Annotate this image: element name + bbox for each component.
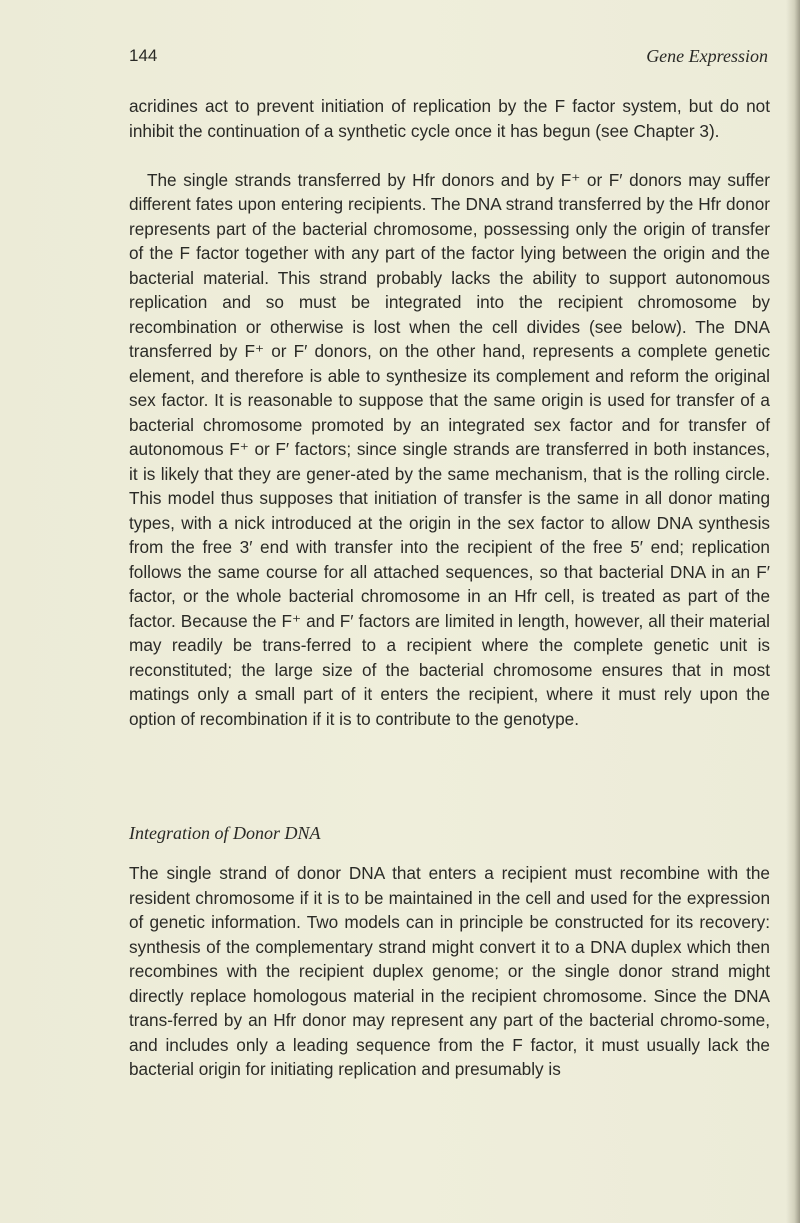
paragraph: The single strand of donor DNA that enters a recipient must recombine with the resident chromosome if it is to be maintained in the cell and used for the expression of genetic information. Two models can in principle be constructed for its recovery: synthesis of the complementary strand might convert it to a DNA duplex which then recombines with the recipient duplex genome; or the single donor strand might directly replace homologous material in the recipient chromosome. Since the DNA trans-ferred by an Hfr donor may represent any part of the bacterial chromo-some, and includes only a leading sequence from the F factor, it must usually lack the bacterial origin for initiating replication and presumably is xyxy=(129,863,770,1079)
running-head: Gene Expression xyxy=(646,46,768,66)
page-header xyxy=(129,46,768,72)
page-edge-shadow xyxy=(786,0,800,1223)
section-heading: Integration of Donor DNA xyxy=(129,823,321,843)
paragraph: acridines act to prevent initiation of replication by the F factor system, but do not inhibit the continuation of a synthetic cycle once it has begun (see Chapter 3). xyxy=(129,96,770,141)
page-number: 144 xyxy=(129,46,158,65)
paragraph: The single strands transferred by Hfr donors and by F⁺ or F′ donors may suffer different fates upon entering recipients. The DNA strand transferred by the Hfr donor represents part of the bacterial chromosome, possessing only the origin of transfer of the F factor together with any part of the factor lying between the origin and the bacterial material. This strand probably lacks the ability to support autonomous replication and so must be integrated into the recipient chromosome by recombination or otherwise is lost when the cell divides (see below). The DNA transferred by F⁺ or F′ donors, on the other hand, represents a complete genetic element, and therefore is able to synthesize its complement and reform the original sex factor. It is reasonable to suppose that the same origin is used for transfer of a bacterial chromosome promoted by an integrated sex factor and for transfer of autonomous F⁺ or F′ factors; since single strands are transferred in both instances, it is likely that they are gener-ated by the same mechanism, that is the rolling circle. This model thus supposes that initiation of transfer is the same in all donor mating types, with a nick introduced at the origin in the sex factor to allow DNA synthesis from the free 3′ end with transfer into the recipient of the free 5′ end; replication follows the same course for all attached sequences, so that bacterial DNA in an F′ factor, or the whole bacterial chromosome in an Hfr cell, is treated as part of the factor. Because the F⁺ and F′ factors are limited in length, however, all their material may readily be trans-ferred to a recipient where the complete genetic unit is reconstituted; the large size of the bacterial chromosome ensures that in most matings only a small part of it enters the recipient, where it must rely upon the option of recombination if it is to contribute to the genotype. xyxy=(129,169,770,729)
